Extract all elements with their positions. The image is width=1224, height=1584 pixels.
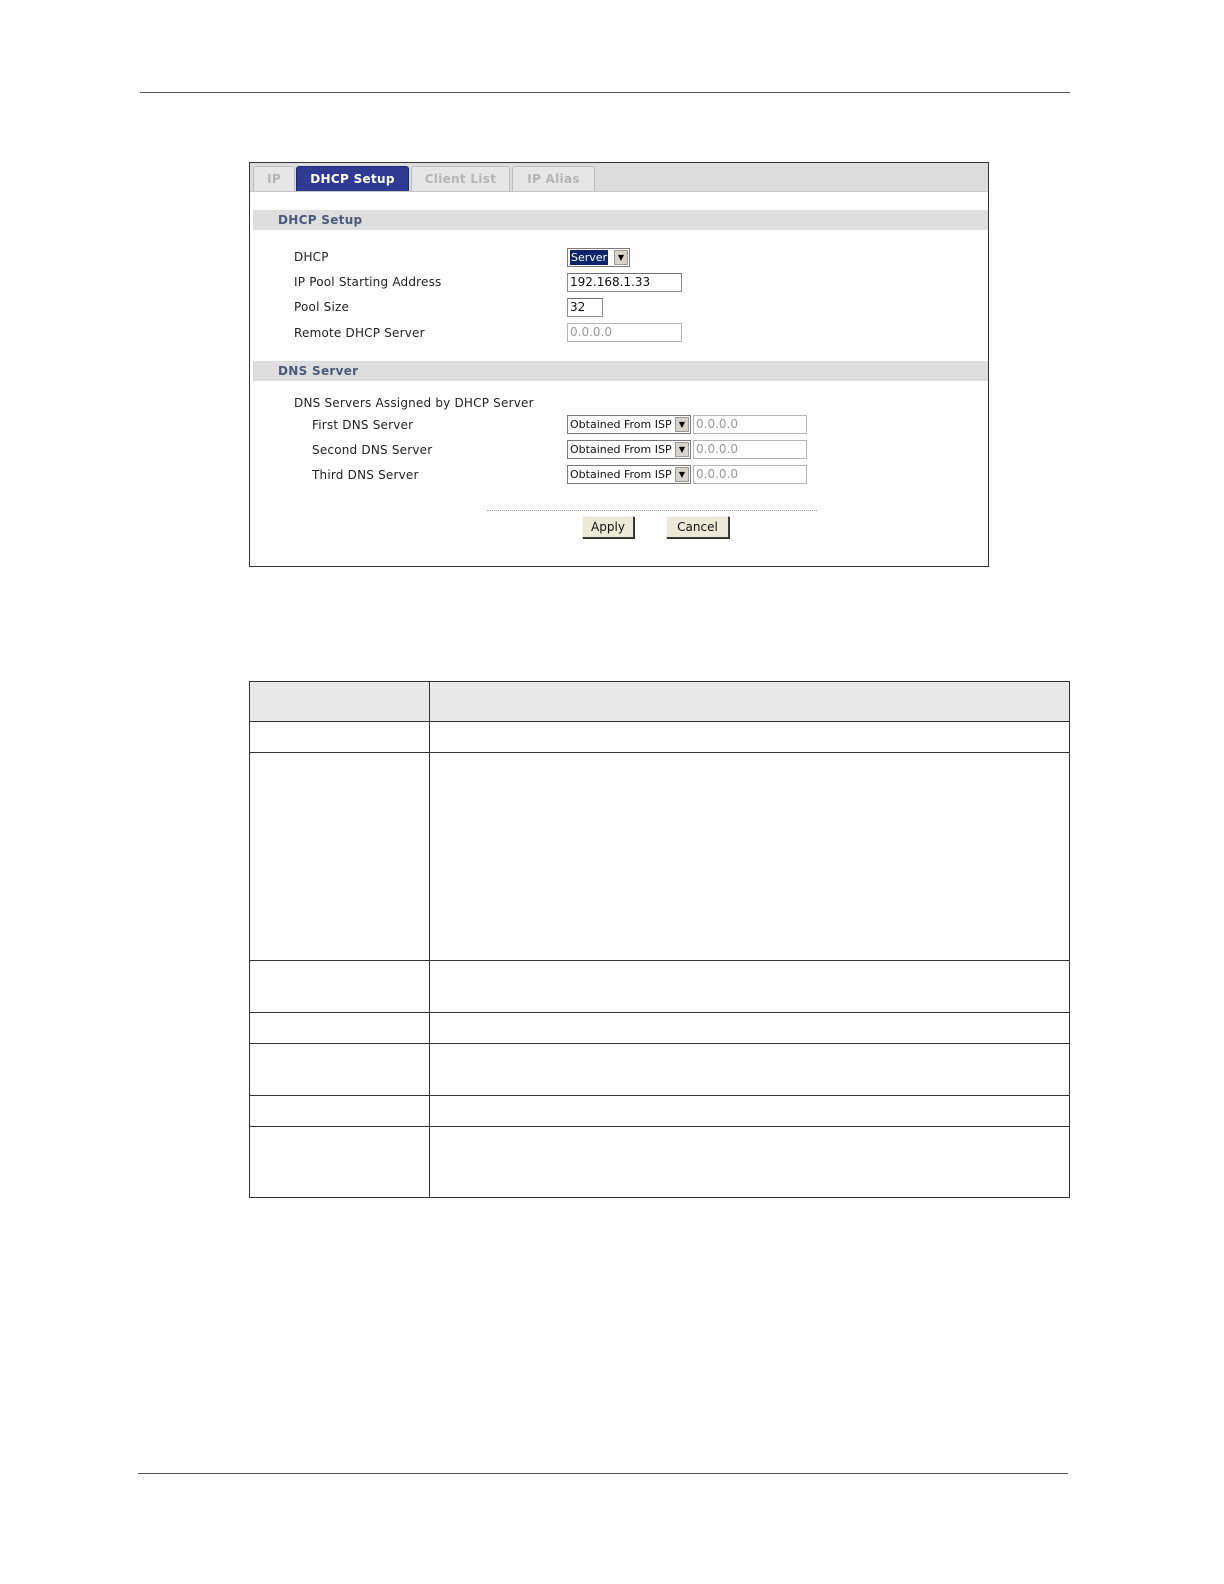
table-cell — [430, 753, 1070, 961]
table-row — [250, 1127, 1070, 1198]
table-cell — [250, 1013, 430, 1044]
dhcp-setup-section-title: DHCP Setup — [253, 210, 988, 230]
third-dns-mode-value: Obtained From ISP — [570, 468, 672, 481]
dns-assigned-label: DNS Servers Assigned by DHCP Server — [294, 396, 534, 410]
field-description-table — [249, 681, 1070, 1198]
dns-server-section-title: DNS Server — [253, 361, 988, 381]
remote-dhcp-label: Remote DHCP Server — [294, 326, 425, 340]
table-cell — [430, 1127, 1070, 1198]
cancel-button[interactable]: Cancel — [666, 516, 729, 538]
apply-button[interactable]: Apply — [582, 516, 634, 538]
table-cell — [250, 961, 430, 1013]
table-cell — [250, 722, 430, 753]
dhcp-label: DHCP — [294, 250, 329, 264]
page-footer-rule — [138, 1473, 1068, 1474]
chevron-down-icon[interactable]: ▼ — [675, 442, 689, 457]
second-dns-mode-value: Obtained From ISP — [570, 443, 672, 456]
first-dns-mode-select[interactable] — [567, 415, 691, 434]
pool-size-input[interactable]: 32 — [567, 298, 603, 317]
table-cell — [430, 961, 1070, 1013]
table-row — [250, 753, 1070, 961]
first-dns-label: First DNS Server — [312, 418, 414, 432]
table-row — [250, 1096, 1070, 1127]
tab-client-list[interactable]: Client List — [411, 166, 510, 191]
first-dns-mode-value: Obtained From ISP — [570, 418, 672, 431]
table-row — [250, 722, 1070, 753]
table-header-cell — [250, 682, 430, 722]
page-header-rule — [140, 92, 1070, 93]
pool-size-label: Pool Size — [294, 300, 350, 314]
table-header-cell — [430, 682, 1070, 722]
table-cell — [250, 1127, 430, 1198]
table-cell — [430, 1096, 1070, 1127]
second-dns-ip-input[interactable]: 0.0.0.0 — [693, 440, 807, 459]
third-dns-label: Third DNS Server — [312, 468, 419, 482]
remote-dhcp-input[interactable]: 0.0.0.0 — [567, 323, 682, 342]
first-dns-ip-input[interactable]: 0.0.0.0 — [693, 415, 807, 434]
table-cell — [430, 1013, 1070, 1044]
pool-start-label: IP Pool Starting Address — [294, 275, 442, 289]
chevron-down-icon[interactable]: ▼ — [675, 417, 689, 432]
dhcp-mode-value: Server — [571, 251, 608, 264]
table-row — [250, 961, 1070, 1013]
second-dns-label: Second DNS Server — [312, 443, 433, 457]
chevron-down-icon[interactable]: ▼ — [614, 250, 628, 265]
table-cell — [250, 753, 430, 961]
table-cell — [250, 1096, 430, 1127]
button-separator — [487, 510, 817, 511]
table-cell — [430, 1044, 1070, 1096]
table-header-row — [250, 682, 1070, 722]
table-cell — [430, 722, 1070, 753]
tab-ip-alias[interactable]: IP Alias — [512, 166, 595, 191]
pool-start-input[interactable]: 192.168.1.33 — [567, 273, 682, 292]
table-cell — [250, 1044, 430, 1096]
table-row — [250, 1013, 1070, 1044]
dhcp-mode-select[interactable] — [567, 248, 630, 267]
tab-dhcp-setup[interactable]: DHCP Setup — [296, 166, 409, 191]
second-dns-mode-select[interactable] — [567, 440, 691, 459]
tab-ip[interactable]: IP — [253, 166, 295, 191]
dhcp-setup-screenshot — [249, 162, 989, 567]
chevron-down-icon[interactable]: ▼ — [675, 467, 689, 482]
table-row — [250, 1044, 1070, 1096]
third-dns-mode-select[interactable] — [567, 465, 691, 484]
third-dns-ip-input[interactable]: 0.0.0.0 — [693, 465, 807, 484]
tab-bar — [250, 163, 988, 192]
